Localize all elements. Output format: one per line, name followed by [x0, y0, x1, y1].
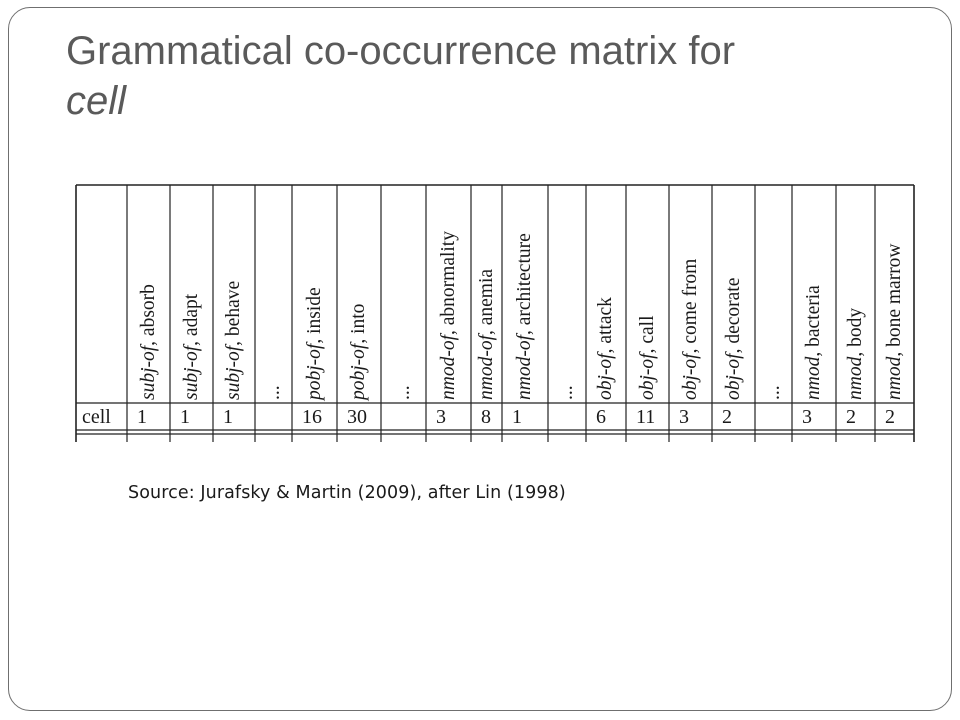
count-value: 3: [679, 406, 689, 428]
relation-label: obj-of: [679, 353, 701, 400]
word-label: , bacteria: [803, 285, 824, 357]
relation-label: nmod: [844, 356, 866, 400]
column-header: [803, 285, 825, 400]
column-header: [138, 284, 160, 400]
word-label: , bone marrow: [883, 243, 905, 357]
count-value: 3: [802, 406, 812, 428]
column-header: [514, 233, 536, 400]
count-value: 2: [846, 406, 856, 428]
word-label: , anemia: [475, 268, 497, 335]
word-label: ...: [392, 385, 414, 400]
column-header: [763, 385, 785, 400]
column-header: [680, 259, 702, 400]
column-header: [556, 385, 578, 400]
word-label: , absorb: [137, 284, 159, 346]
count-value: 1: [137, 406, 147, 428]
word-label: ...: [762, 385, 784, 400]
relation-label: pobj-of: [303, 343, 325, 400]
count-value: 1: [512, 406, 522, 428]
relation-label: nmod: [883, 356, 905, 400]
column-header: [348, 304, 370, 400]
word-label: , call: [636, 315, 658, 354]
count-value: 6: [596, 406, 606, 428]
relation-label: nmod-of: [514, 335, 535, 400]
column-header: [595, 297, 617, 400]
count-value: 3: [436, 406, 446, 428]
relation-label: subj-of: [180, 345, 202, 400]
relation-label: nmod-of: [475, 335, 497, 400]
word-label: , adapt: [180, 293, 202, 346]
column-header: [223, 281, 245, 400]
count-value: 2: [722, 406, 732, 428]
count-value: 8: [481, 406, 491, 428]
relation-label: subj-of: [223, 345, 244, 400]
column-header: [476, 269, 498, 400]
word-label: , inside: [303, 287, 325, 344]
slide-title: [66, 26, 926, 126]
count-value: 1: [180, 406, 190, 428]
word-label: ...: [262, 385, 284, 400]
word-label: , attack: [595, 297, 616, 354]
word-label: , architecture: [514, 233, 535, 335]
column-header: [723, 278, 745, 400]
relation-label: subj-of: [137, 345, 159, 400]
relation-label: obj-of: [595, 353, 616, 400]
column-header: [304, 287, 326, 400]
word-label: , behave: [223, 280, 244, 346]
word-label: , abnormality: [437, 231, 459, 335]
relation-label: nmod: [803, 356, 824, 400]
relation-label: nmod-of: [437, 335, 459, 400]
relation-label: obj-of: [722, 353, 744, 400]
word-label: , decorate: [722, 277, 744, 354]
column-header: [181, 294, 203, 400]
column-header: [263, 385, 285, 400]
column-header: [884, 243, 906, 400]
relation-label: pobj-of: [348, 343, 369, 400]
column-header: [438, 231, 460, 400]
word-label: , come from: [679, 258, 701, 354]
title-text: Grammatical co-occurrence matrix for: [66, 29, 736, 73]
row-label: cell: [82, 406, 111, 428]
column-header: [637, 316, 659, 401]
title-word: cell: [66, 79, 127, 123]
word-label: ...: [556, 385, 577, 400]
source-citation: Source: Jurafsky & Martin (2009), after Lin (1998): [128, 483, 566, 503]
word-label: , body: [844, 307, 866, 357]
column-header: [393, 385, 415, 400]
cooccurrence-matrix: [76, 184, 916, 442]
count-value: 16: [302, 406, 322, 428]
count-value: 2: [885, 406, 895, 428]
count-value: 11: [636, 406, 656, 428]
count-value: 1: [223, 406, 233, 428]
column-header: [845, 308, 867, 400]
relation-label: obj-of: [636, 353, 658, 400]
count-value: 30: [347, 406, 367, 428]
word-label: , into: [348, 303, 369, 344]
